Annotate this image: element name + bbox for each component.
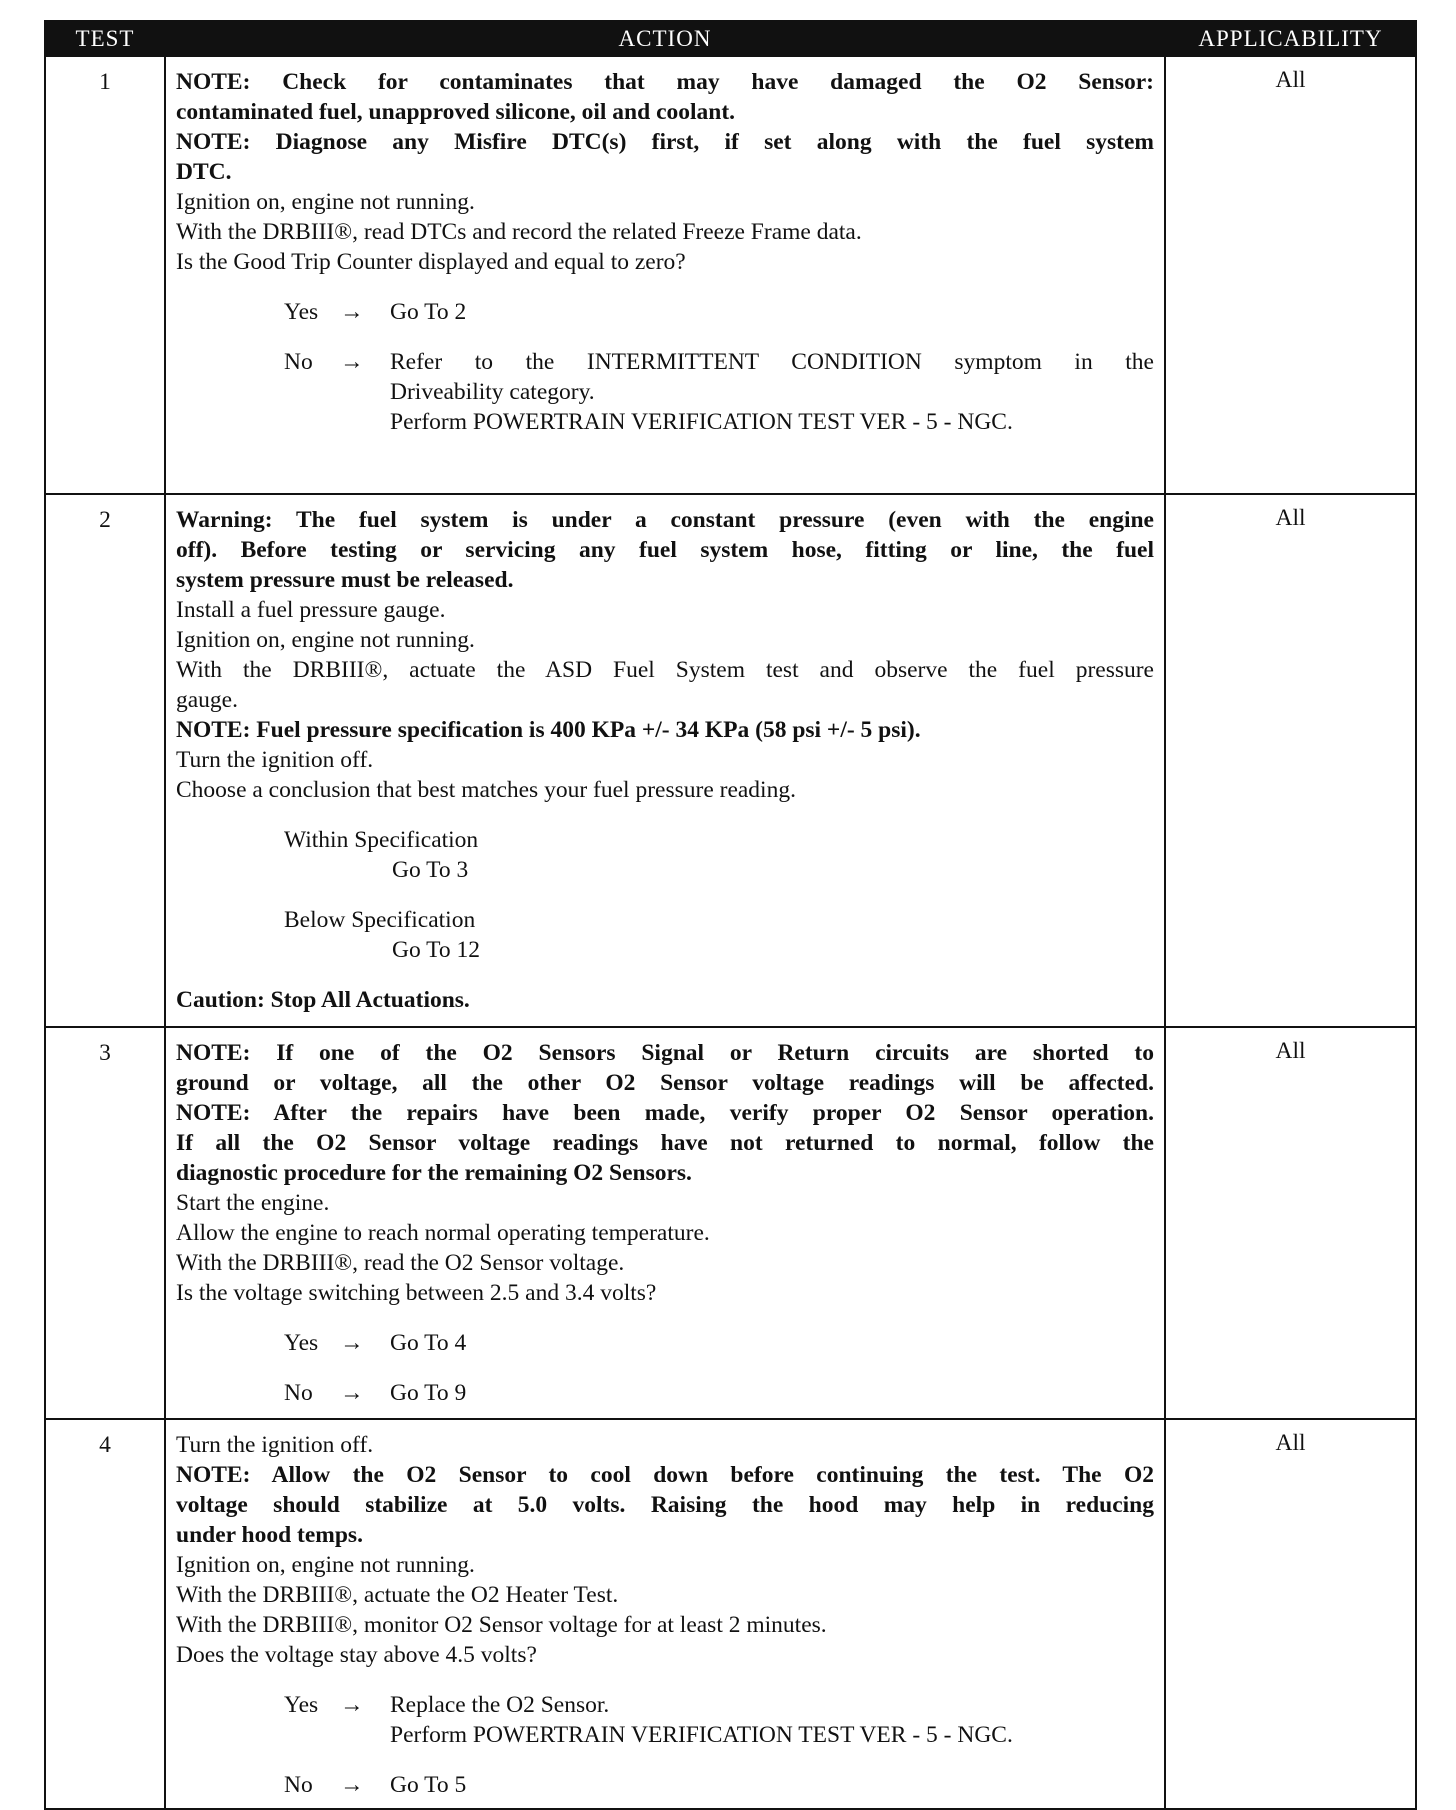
result-answer: Yes <box>284 1692 319 1718</box>
action-line: With the DRBIII®, actuate the ASD Fuel System test and observe the fuel pressure <box>176 657 1154 683</box>
applicability: All <box>1165 56 1416 494</box>
arrow-icon: → <box>340 1772 364 1798</box>
action-line: Start the engine. <box>176 1190 330 1216</box>
action-line: NOTE: Fuel pressure specification is 400 KPa +/- 34 KPa (58 psi +/- 5 psi). <box>176 717 921 743</box>
table-header-row <box>45 21 1416 56</box>
action-line: NOTE: After the repairs have been made, verify proper O2 Sensor operation. <box>176 1100 1154 1126</box>
test-number: 3 <box>45 1027 165 1419</box>
arrow-icon: → <box>340 1380 364 1406</box>
result-text <box>390 347 1154 437</box>
action-line: Install a fuel pressure gauge. <box>176 597 446 623</box>
action-line: under hood temps. <box>176 1522 363 1548</box>
action-line: ground or voltage, all the other O2 Sensor voltage readings will be affected. <box>176 1070 1154 1096</box>
action-line: NOTE: Allow the O2 Sensor to cool down before continuing the test. The O2 <box>176 1462 1154 1488</box>
result-line: Perform POWERTRAIN VERIFICATION TEST VER - 5 - NGC. <box>390 409 1013 435</box>
action-line: With the DRBIII®, read DTCs and record the related Freeze Frame data. <box>176 219 862 245</box>
result-branch <box>284 347 1154 437</box>
action-cell <box>165 56 1165 494</box>
result-line: Go To 5 <box>390 1772 467 1798</box>
action-line: NOTE: Check for contaminates that may have damaged the O2 Sensor: <box>176 69 1154 95</box>
action-line: DTC. <box>176 159 232 185</box>
arrow-icon: → <box>340 1692 364 1718</box>
action-line: diagnostic procedure for the remaining O2 Sensors. <box>176 1160 692 1186</box>
caution-note: Caution: Stop All Actuations. <box>176 987 470 1013</box>
diagnostic-test-document <box>44 20 1415 1810</box>
action-line: Warning: The fuel system is under a constant pressure (even with the engine <box>176 507 1154 533</box>
result-branch <box>284 1328 1154 1358</box>
result-line: Go To 2 <box>390 299 467 325</box>
action-line: Turn the ignition off. <box>176 747 374 773</box>
result-branch <box>284 1690 1154 1750</box>
action-line: With the DRBIII®, monitor O2 Sensor voltage for at least 2 minutes. <box>176 1612 827 1638</box>
test-number: 2 <box>45 494 165 1027</box>
result-text <box>390 1378 1154 1408</box>
arrow-icon: → <box>340 299 364 325</box>
spec-branch <box>284 825 1154 885</box>
action-line: Ignition on, engine not running. <box>176 1552 475 1578</box>
action-line: NOTE: Diagnose any Misfire DTC(s) first, if set along with the fuel system <box>176 129 1154 155</box>
action-cell <box>165 1419 1165 1809</box>
table-row <box>45 494 1416 1027</box>
action-line: voltage should stabilize at 5.0 volts. Raising the hood may help in reducing <box>176 1492 1154 1518</box>
result-answer: No <box>284 1772 313 1798</box>
result-line: Go To 4 <box>390 1330 467 1356</box>
action-line: system pressure must be released. <box>176 567 514 593</box>
result-line: Go To 9 <box>390 1380 467 1406</box>
test-number: 1 <box>45 56 165 494</box>
result-line: Refer to the INTERMITTENT CONDITION symptom in the <box>390 349 1154 375</box>
result-answer: No <box>284 349 313 375</box>
result-answer: Yes <box>284 1330 319 1356</box>
action-line: Is the voltage switching between 2.5 and 3.4 volts? <box>176 1280 657 1306</box>
action-line: Ignition on, engine not running. <box>176 189 475 215</box>
action-line: Turn the ignition off. <box>176 1432 374 1458</box>
action-line: NOTE: If one of the O2 Sensors Signal or Return circuits are shorted to <box>176 1040 1154 1066</box>
header-test: TEST <box>45 21 165 56</box>
applicability: All <box>1165 1419 1416 1809</box>
result-line: Perform POWERTRAIN VERIFICATION TEST VER - 5 - NGC. <box>390 1722 1013 1748</box>
action-cell <box>165 1027 1165 1419</box>
action-line: Ignition on, engine not running. <box>176 627 475 653</box>
spec-goto: Go To 3 <box>392 857 469 883</box>
action-line: Is the Good Trip Counter displayed and equal to zero? <box>176 249 686 275</box>
result-text <box>390 297 1154 327</box>
table-body <box>45 56 1416 1809</box>
applicability: All <box>1165 494 1416 1027</box>
action-line: contaminated fuel, unapproved silicone, oil and coolant. <box>176 99 736 125</box>
spec-label: Within Specification <box>284 827 479 853</box>
result-branch <box>284 297 1154 327</box>
result-text <box>390 1690 1154 1750</box>
test-number: 4 <box>45 1419 165 1809</box>
spec-label: Below Specification <box>284 907 476 933</box>
spec-goto: Go To 12 <box>392 937 481 963</box>
result-text <box>390 1328 1154 1358</box>
action-line: off). Before testing or servicing any fuel system hose, fitting or line, the fuel <box>176 537 1154 563</box>
arrow-icon: → <box>340 349 364 375</box>
table-row <box>45 1027 1416 1419</box>
result-line: Replace the O2 Sensor. <box>390 1692 610 1718</box>
result-answer: Yes <box>284 299 319 325</box>
action-line: Choose a conclusion that best matches your fuel pressure reading. <box>176 777 796 803</box>
result-branch <box>284 1378 1154 1408</box>
arrow-icon: → <box>340 1330 364 1356</box>
action-line: With the DRBIII®, actuate the O2 Heater Test. <box>176 1582 619 1608</box>
result-branch <box>284 1770 1154 1800</box>
result-line: Driveability category. <box>390 379 595 405</box>
action-line: With the DRBIII®, read the O2 Sensor voltage. <box>176 1250 625 1276</box>
result-answer: No <box>284 1380 313 1406</box>
table-row <box>45 1419 1416 1809</box>
applicability: All <box>1165 1027 1416 1419</box>
action-cell <box>165 494 1165 1027</box>
diagnostic-table <box>44 20 1417 1810</box>
result-text <box>390 1770 1154 1800</box>
spec-branch <box>284 905 1154 965</box>
header-applicability: APPLICABILITY <box>1165 21 1416 56</box>
action-line: Allow the engine to reach normal operating temperature. <box>176 1220 710 1246</box>
table-row <box>45 56 1416 494</box>
action-line: If all the O2 Sensor voltage readings have not returned to normal, follow the <box>176 1130 1154 1156</box>
header-action: ACTION <box>165 21 1165 56</box>
action-line: gauge. <box>176 687 238 713</box>
action-line: Does the voltage stay above 4.5 volts? <box>176 1642 537 1668</box>
